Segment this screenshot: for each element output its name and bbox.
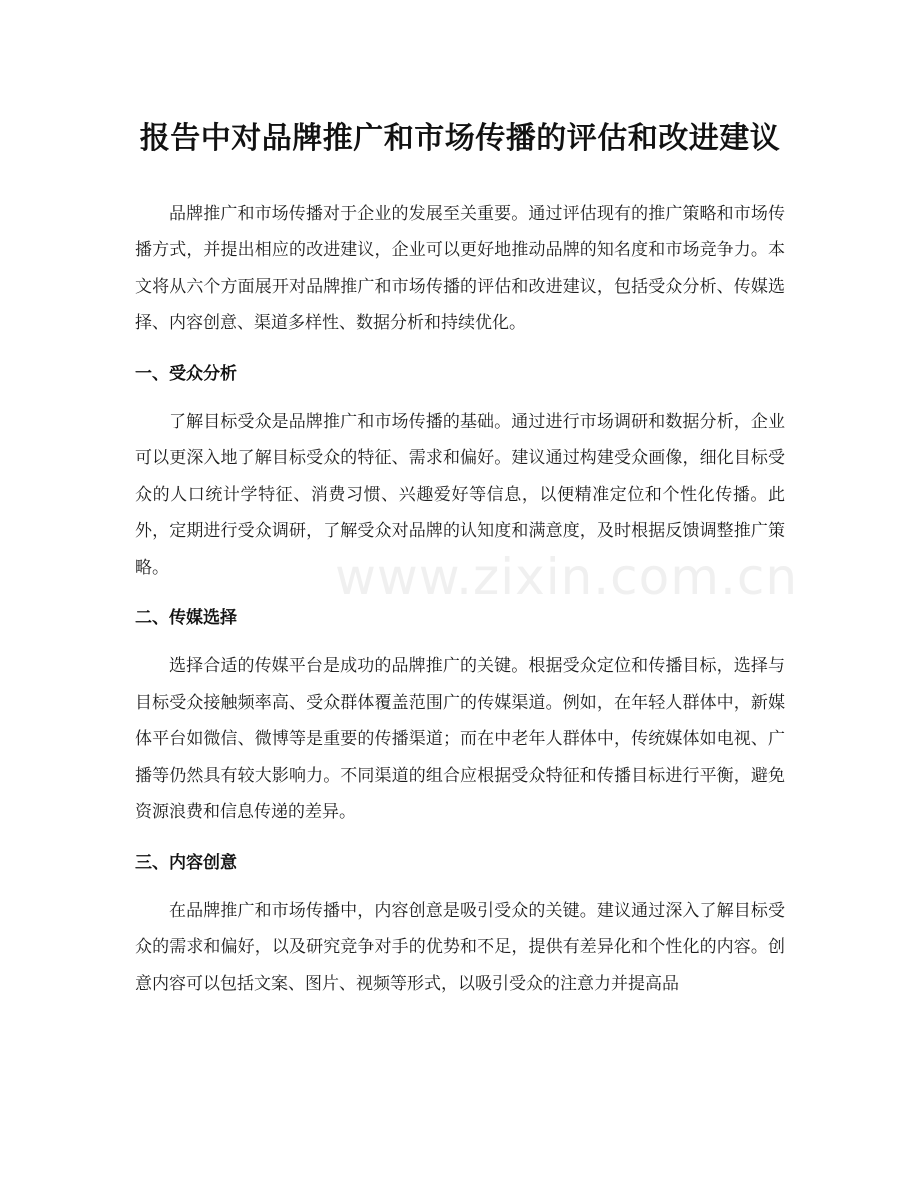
section-body-media-selection: 选择合适的传媒平台是成功的品牌推广的关键。根据受众定位和传播目标，选择与目标受众接触频率高、受众群体覆盖范围广的传媒渠道。例如，在年轻人群体中，新媒体平台如微信、微博等是重要的传播渠道；而在中老年人群体中，传统媒体如电视、广播等仍然具有较大影响力。不同渠道的组合应根据受众特征和传播目标进行平衡，避免资源浪费和信息传递的差异。 bbox=[135, 656, 785, 823]
section-heading-audience-analysis: 一、受众分析 bbox=[135, 363, 237, 384]
section-body-content-creativity: 在品牌推广和市场传播中，内容创意是吸引受众的关键。建议通过深入了解目标受众的需求和偏好，以及研究竞争对手的优势和不足，提供有差异化和个性化的内容。创意内容可以包括文案、图片、视频等形式，以吸引受众的注意力并提高品 bbox=[135, 900, 785, 994]
section-heading-content-creativity: 三、内容创意 bbox=[135, 852, 237, 873]
document-title: 报告中对品牌推广和市场传播的评估和改进建议 bbox=[139, 121, 781, 156]
section-heading-media-selection: 二、传媒选择 bbox=[135, 608, 237, 629]
watermark: www.zixin.com.cn bbox=[335, 548, 799, 606]
section-body-audience-analysis: 了解目标受众是品牌推广和市场传播的基础。通过进行市场调研和数据分析，企业可以更深入地了解目标受众的特征、需求和偏好。建议通过构建受众画像，细化目标受众的人口统计学特征、消费习惯、兴趣爱好等信息，以便精准定位和个性化传播。此外，定期进行受众调研，了解受众对品牌的认知度和满意度，及时根据反馈调整推广策略。 bbox=[135, 412, 785, 578]
intro-paragraph: 品牌推广和市场传播对于企业的发展至关重要。通过评估现有的推广策略和市场传播方式，并提出相应的改进建议，企业可以更好地推动品牌的知名度和市场竞争力。本文将从六个方面展开对品牌推广和市场传播的评估和改进建议，包括受众分析、传媒选择、内容创意、渠道多样性、数据分析和持续优化。 bbox=[135, 204, 785, 334]
